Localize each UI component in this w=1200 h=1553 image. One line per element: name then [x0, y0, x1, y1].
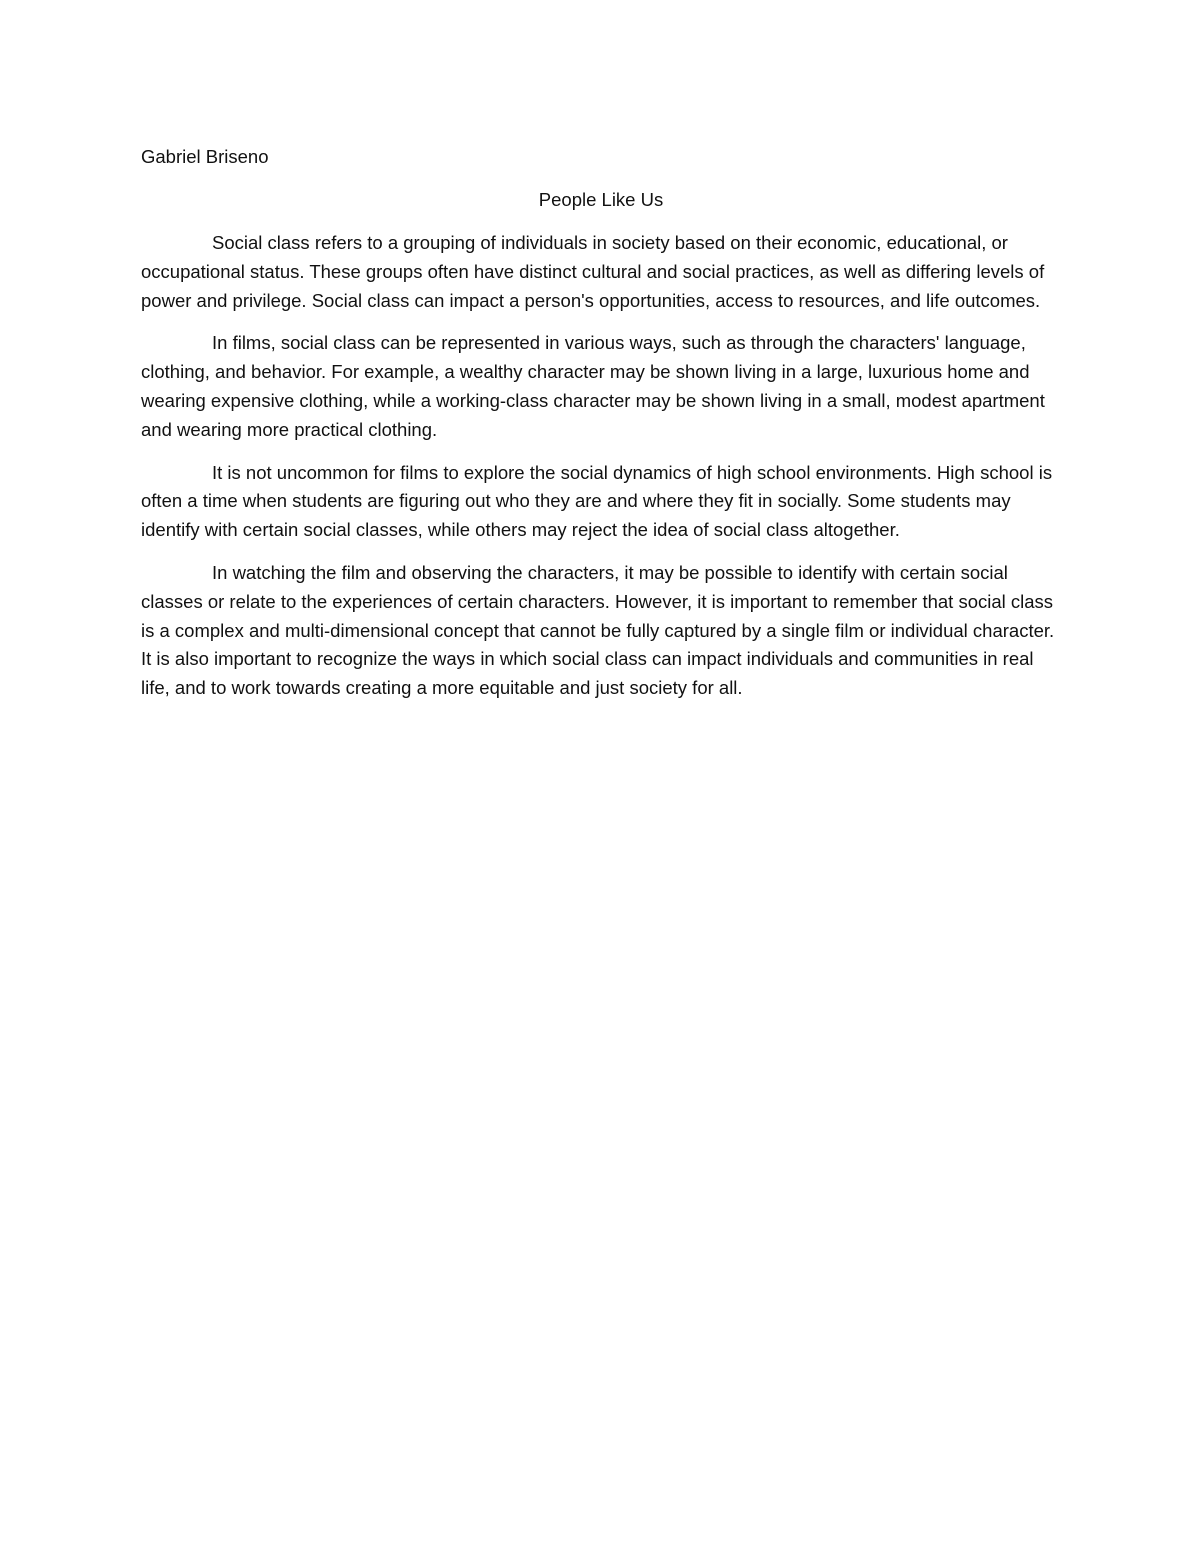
paragraph-3: It is not uncommon for films to explore the social dynamics of high school environments. High school is often a time when students are figuring out who they are and where they fit in socially. Some students may identify with certain social classes, while others may reject the idea of social class altogether. — [141, 461, 1053, 541]
paragraph-4: In watching the film and observing the characters, it may be possible to identify with certain social classes or relate to the experiences of certain characters. However, it is important to remember that social class is a complex and multi-dimensional concept that cannot be fully captured by a single film or individual character. It is also important to recognize the ways in which social class can impact individuals and communities in real life, and to work towards creating a more equitable and just society for all. — [141, 561, 1055, 699]
paragraph-2: In films, social class can be represented in various ways, such as through the characters' language, clothing, and behavior. For example, a wealthy character may be shown living in a large, luxurious home and wearing expensive clothing, while a working-class character may be shown living in a small, modest apartment and wearing more practical clothing. — [141, 332, 1045, 440]
document-page — [141, 143, 1061, 703]
document-title: People Like Us — [538, 189, 664, 210]
author-name: Gabriel Briseno — [141, 146, 269, 167]
paragraph-1: Social class refers to a grouping of individuals in society based on their economic, educational, or occupational status. These groups often have distinct cultural and social practices, as well as differing levels of power and privilege. Social class can impact a person's opportunities, access to resources, and life outcomes. — [141, 232, 1045, 311]
